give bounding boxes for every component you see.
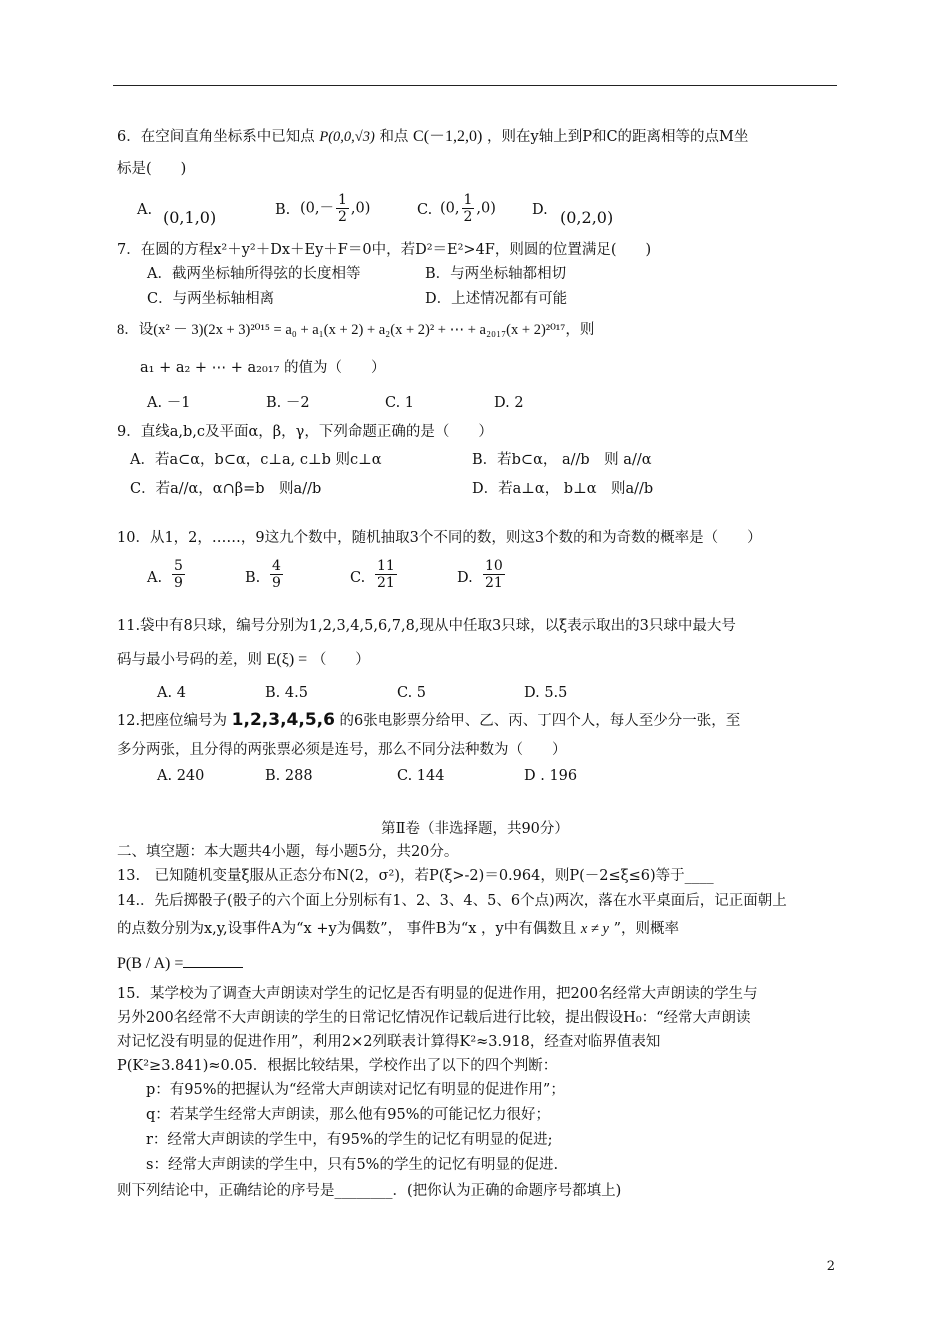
q9-option-d: D．若a⊥α， b⊥α 则a//b [472, 481, 654, 497]
q12-seats: 1,2,3,4,5,6 [231, 710, 335, 730]
q10-option-b-label: B. [245, 570, 261, 586]
q7-stem: 7．在圆的方程x²＋y²＋Dx＋Ey＋F＝0中，若D²＝E²>4F，则圆的位置满足( ) [117, 242, 652, 258]
q12-option-b: B. 288 [265, 768, 313, 784]
q6-option-c [440, 192, 496, 225]
q11-option-c: C. 5 [397, 685, 427, 701]
q6-point-p: P(0,0,√3) [319, 129, 375, 145]
q10-option-a [172, 558, 185, 591]
q6-option-d-label: D. [532, 202, 548, 218]
q15-judgement-q: q：若某学生经常大声朗读，那么他有95%的可能记忆力很好； [146, 1107, 551, 1123]
q6-line2: 标是( ) [117, 161, 187, 177]
q8-stem: 8．设(x² － 3)(2x + 3)²⁰¹⁵ = a₀ + a₁(x + 2) + a₂(x + 2)² + ⋯ + a₂₀₁₇(x + 2)²⁰¹⁷，则 [117, 322, 595, 338]
q6-line1 [117, 127, 748, 147]
q6-option-b-num: 1 [338, 192, 347, 208]
q6-option-b-post: ,0) [350, 200, 371, 217]
q10-option-b [270, 558, 283, 591]
q15-line3: 对记忆没有明显的促进作用”，利用2×2列联表计算得K²≈3.918，经查对临界值表知 [117, 1034, 661, 1050]
q15-conclusion: 则下列结论中，正确结论的序号是________．(把你认为正确的命题序号都填上) [117, 1183, 622, 1199]
header-rule [113, 85, 837, 86]
q9-option-a: A．若a⊂α，b⊂α，c⊥a, c⊥b 则c⊥α [130, 452, 382, 468]
fill-in-section-title: 二、填空题：本大题共4小题，每小题5分，共20分。 [117, 844, 459, 860]
q6-option-b-den: 2 [338, 209, 347, 225]
q7-option-b: B．与两坐标轴都相切 [425, 266, 567, 282]
q6-option-b-pre: (0,－ [300, 200, 334, 217]
q6-option-b [300, 192, 370, 225]
q6-point-c: C(－1,2,0) [413, 128, 483, 145]
q10-option-a-label: A. [147, 570, 163, 586]
q6-option-c-pre: (0, [440, 200, 460, 217]
q6-option-d: (0,2,0) [560, 208, 614, 227]
q6-text-b: 和点 [379, 129, 409, 145]
page-number: 2 [826, 1259, 835, 1274]
q14-neq: x ≠ y [580, 921, 609, 937]
q14-line1: 14.．先后掷骰子(骰子的六个面上分别标有1、2、3、4、5、6个点)两次，落在水平桌面后，记正面朝上 [117, 893, 787, 909]
q11-option-a: A. 4 [157, 685, 186, 701]
q15-line2: 另外200名经常不大声朗读的学生的日常记忆情况作记载后进行比较，提出假设H₀：“经常大声朗读 [117, 1010, 751, 1026]
q12-option-a: A. 240 [157, 768, 205, 784]
q10-option-a-den: 9 [174, 575, 183, 591]
q10-option-d-label: D. [457, 570, 473, 586]
q12-text-a: 12.把座位编号为 [117, 713, 228, 729]
q12-line2: 多分两张，且分得的两张票必须是连号，那么不同分法种数为（ ） [117, 742, 567, 758]
q7-option-d: D．上述情况都有可能 [425, 291, 568, 307]
q10-option-d-den: 21 [485, 575, 503, 591]
q11-option-b: B. 4.5 [265, 685, 308, 701]
q7-option-c: C．与两坐标轴相离 [147, 291, 275, 307]
q6-option-c-num: 1 [463, 192, 473, 208]
q6-option-c-label: C. [417, 202, 433, 218]
q6-option-a: (0,1,0) [163, 208, 217, 227]
q15-line4: P(K²≥3.841)≈0.05．根据比较结果，学校作出了以下的四个判断： [117, 1058, 558, 1074]
q8-option-c: C. 1 [385, 395, 415, 411]
q9-option-b: B．若b⊂α， a//b 则 a//α [472, 452, 652, 468]
q14-line3 [117, 953, 243, 974]
q6-text-c: ，则在y轴上到P和C的距离相等的点M坐 [487, 129, 749, 145]
q10-option-c-den: 21 [377, 575, 395, 591]
q11-option-d: D. 5.5 [524, 685, 568, 701]
q15-judgement-r: r：经常大声朗读的学生中，有95%的学生的记忆有明显的促进; [146, 1132, 553, 1148]
q11-line1: 11.袋中有8只球，编号分别为1,2,3,4,5,6,7,8,现从中任取3只球，以ξ表示取出的3只球中最大号 [117, 618, 736, 634]
q10-option-b-den: 9 [272, 575, 281, 591]
q10-option-d [483, 558, 505, 591]
q11-expectation: E(ξ) = [266, 651, 308, 668]
q14-text-b: ”，则概率 [613, 921, 679, 937]
q10-option-b-num: 4 [272, 558, 281, 574]
q14-answer-blank[interactable] [183, 953, 243, 968]
q6-option-a-label: A. [137, 202, 153, 218]
q10-options [0, 556, 950, 600]
q6-option-c-den: 2 [463, 209, 473, 225]
q8-option-a: A. －1 [147, 395, 191, 411]
q14-text-a: 的点数分别为x,y,设事件A为“x +y为偶数”， 事件B为“x ，y中有偶数且 [117, 921, 577, 937]
q14-line2 [117, 919, 679, 939]
q10-stem: 10．从1，2，……，9这九个数中，随机抽取3个不同的数，则这3个数的和为奇数的概率是（ ） [117, 530, 762, 546]
q10-option-c [375, 558, 397, 591]
q8-line2: a₁ + a₂ + ⋯ + a₂₀₁₇ 的值为（ ） [140, 360, 386, 376]
q6-option-c-post: ,0) [476, 200, 496, 217]
q11-text-a: 码与最小号码的差，则 [117, 652, 262, 668]
q6-options [0, 192, 950, 232]
q10-option-c-num: 11 [377, 558, 395, 574]
q13-text: 13. 已知随机变量ξ服从正态分布N(2，σ²)，若P(ξ>-2)＝0.964，则P(－2≤ξ≤6)等于____ [117, 868, 714, 884]
q14-probability: P(B / A) = [117, 955, 184, 972]
q6-text-a: 6．在空间直角坐标系中已知点 [117, 129, 315, 145]
q9-option-c: C．若a//α，α∩β=b 则a//b [130, 481, 322, 497]
q10-option-a-num: 5 [174, 558, 183, 574]
q15-line1: 15．某学校为了调查大声朗读对学生的记忆是否有明显的促进作用，把200名经常大声朗读的学生与 [117, 986, 758, 1002]
q6-option-b-label: B. [275, 202, 291, 218]
part2-heading: 第Ⅱ卷（非选择题，共90分） [381, 821, 569, 837]
q12-line1 [117, 710, 740, 731]
q12-option-c: C. 144 [397, 768, 445, 784]
q12-text-b: 的6张电影票分给甲、乙、丙、丁四个人，每人至少分一张，至 [339, 713, 741, 729]
q12-option-d: D . 196 [524, 768, 578, 784]
q15-judgement-s: s：经常大声朗读的学生中，只有5%的学生的记忆有明显的促进. [146, 1157, 559, 1173]
q7-option-a: A．截两坐标轴所得弦的长度相等 [147, 266, 361, 282]
q9-stem: 9．直线a,b,c及平面α，β，γ，下列命题正确的是（ ） [117, 424, 493, 440]
q10-option-c-label: C. [350, 570, 366, 586]
q11-line2 [117, 650, 370, 670]
q11-text-b: （ ） [311, 652, 370, 668]
q8-option-d: D. 2 [494, 395, 524, 411]
q10-option-d-num: 10 [485, 558, 503, 574]
q8-option-b: B. －2 [266, 395, 310, 411]
q15-judgement-p: p：有95%的把握认为“经常大声朗读对记忆有明显的促进作用”； [146, 1082, 565, 1098]
